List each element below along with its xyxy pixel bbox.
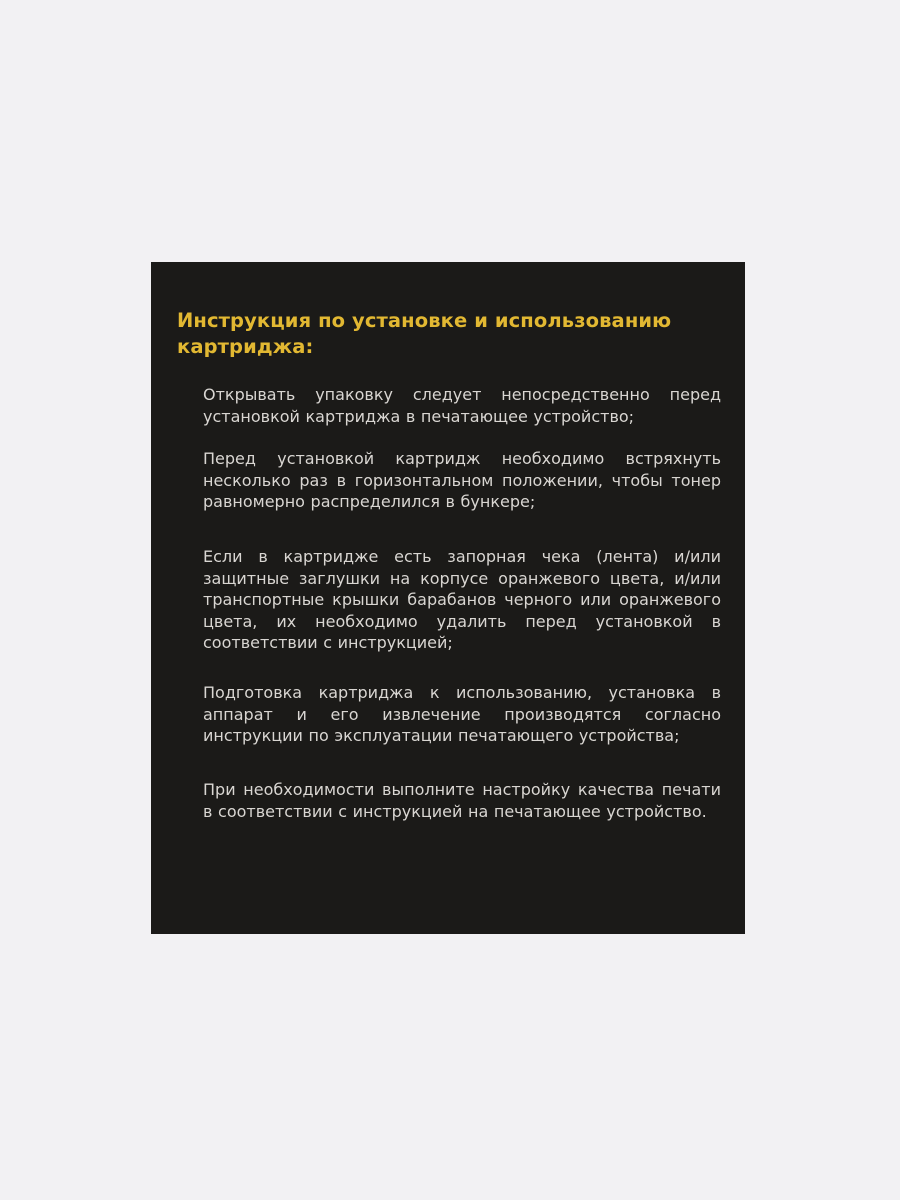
- instruction-paragraph-3: Если в картридже есть запорная чека (лента) и/или защитные заглушки на корпусе оранжевого цвета, и/или транспортные крышки барабанов черного или оранжевого цвета, их необходимо удалить перед установкой в соответствии с инструкцией;: [203, 547, 721, 652]
- instruction-panel: [151, 262, 745, 934]
- instruction-paragraph-1: Открывать упаковку следует непосредственно перед установкой картриджа в печатающее устройство;: [203, 385, 721, 426]
- instruction-paragraph-2: Перед установкой картридж необходимо встряхнуть несколько раз в горизонтальном положении, чтобы тонер равномерно распределился в бункере;: [203, 449, 721, 511]
- instruction-paragraph-5: При необходимости выполните настройку качества печати в соответствии с инструкцией на печатающее устройство.: [203, 780, 721, 821]
- instruction-paragraph-4: Подготовка картриджа к использованию, установка в аппарат и его извлечение производятся согласно инструкции по эксплуатации печатающего устройства;: [203, 683, 721, 745]
- instruction-title: Инструкция по установке и использованию картриджа:: [177, 309, 672, 358]
